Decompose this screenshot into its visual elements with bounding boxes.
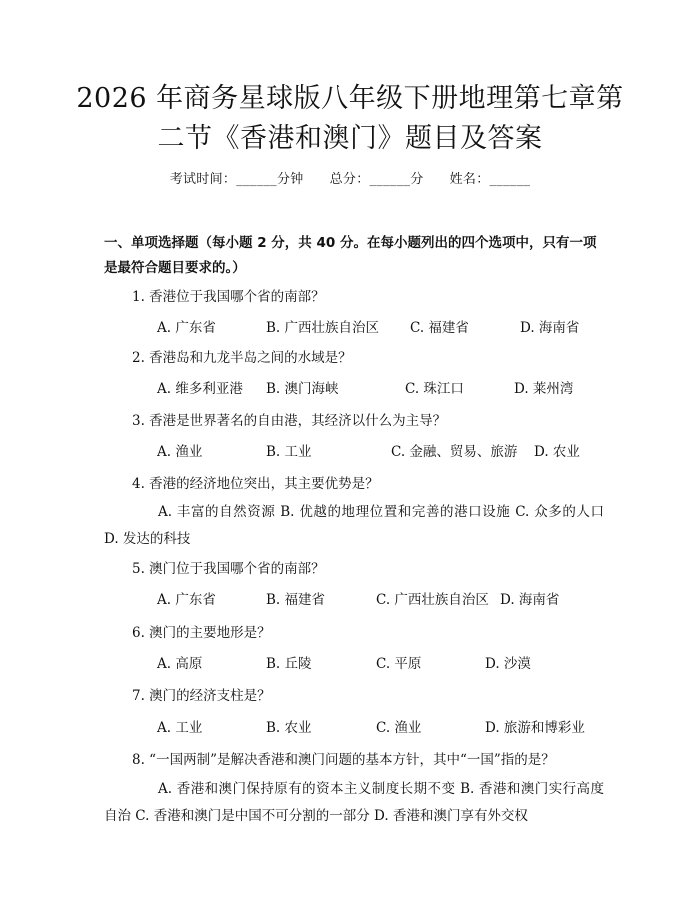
- option-b: B. 福建省: [266, 592, 326, 608]
- option-a: A. 广东省: [157, 592, 216, 608]
- exam-time-field: 考试时间：______分钟: [169, 172, 304, 187]
- option-d: D. 旅游和博彩业: [485, 720, 585, 736]
- option-c: C. 平原: [376, 656, 422, 672]
- option-a: A. 高原: [157, 656, 203, 672]
- page-title-line-1: 2026 年商务星球版八年级下册地理第七章第: [76, 83, 624, 114]
- option-a: A. 广东省: [157, 320, 216, 336]
- question-2-stem: 2. 香港岛和九龙半岛之间的水域是？: [132, 350, 352, 366]
- question-3-stem: 3. 香港是世界著名的自由港，其经济以什么为主导？: [132, 413, 447, 429]
- option-b: B. 澳门海峡: [266, 381, 339, 397]
- option-b: B. 丘陵: [266, 656, 312, 672]
- page-title-line-2: 二节《香港和澳门》题目及答案: [157, 123, 543, 154]
- option-d: D. 莱州湾: [514, 381, 574, 397]
- option-c: C. 福建省: [410, 320, 469, 336]
- option-d: D. 海南省: [520, 320, 580, 336]
- section-heading: 一、单项选择题（每小题 2 分，共 40 分。在每小题列出的四个选项中，只有一项是最符合题目要求的。）: [104, 235, 597, 276]
- option-d: D. 沙漠: [485, 656, 531, 672]
- option-a: A. 工业: [157, 720, 203, 736]
- option-c: C. 广西壮族自治区: [376, 592, 489, 608]
- option-c: C. 金融、贸易、旅游: [391, 444, 518, 460]
- question-4-stem: 4. 香港的经济地位突出，其主要优势是？: [132, 476, 379, 492]
- question-7-stem: 7. 澳门的经济支柱是？: [132, 688, 271, 704]
- option-a: A. 渔业: [157, 444, 203, 460]
- student-name-field: 姓名：______: [449, 172, 531, 187]
- option-b: B. 农业: [266, 720, 312, 736]
- question-6-stem: 6. 澳门的主要地形是？: [132, 625, 271, 641]
- option-c: C. 渔业: [376, 720, 422, 736]
- option-a: A. 维多利亚港: [157, 381, 243, 397]
- total-score-field: 总分：______分: [329, 172, 424, 187]
- question-4-options: A. 丰富的自然资源 B. 优越的地理位置和完善的港口设施 C. 众多的人口 D. 发达的科技: [104, 504, 604, 547]
- question-8-stem: 8. “一国两制”是解决香港和澳门问题的基本方针，其中“一国”指的是？: [132, 752, 555, 768]
- option-b: B. 工业: [266, 444, 312, 460]
- option-d: D. 海南省: [500, 592, 560, 608]
- option-d: D. 农业: [534, 444, 580, 460]
- question-5-stem: 5. 澳门位于我国哪个省的南部？: [132, 561, 325, 577]
- option-b: B. 广西壮族自治区: [266, 320, 380, 336]
- question-8-options: A. 香港和澳门保持原有的资本主义制度长期不变 B. 香港和澳门实行高度自治 C. 香港和澳门是中国不可分割的一部分 D. 香港和澳门享有外交权: [104, 781, 604, 824]
- question-1-stem: 1. 香港位于我国哪个省的南部？: [132, 289, 325, 305]
- exam-info: [0, 168, 700, 187]
- option-c: C. 珠江口: [405, 381, 464, 397]
